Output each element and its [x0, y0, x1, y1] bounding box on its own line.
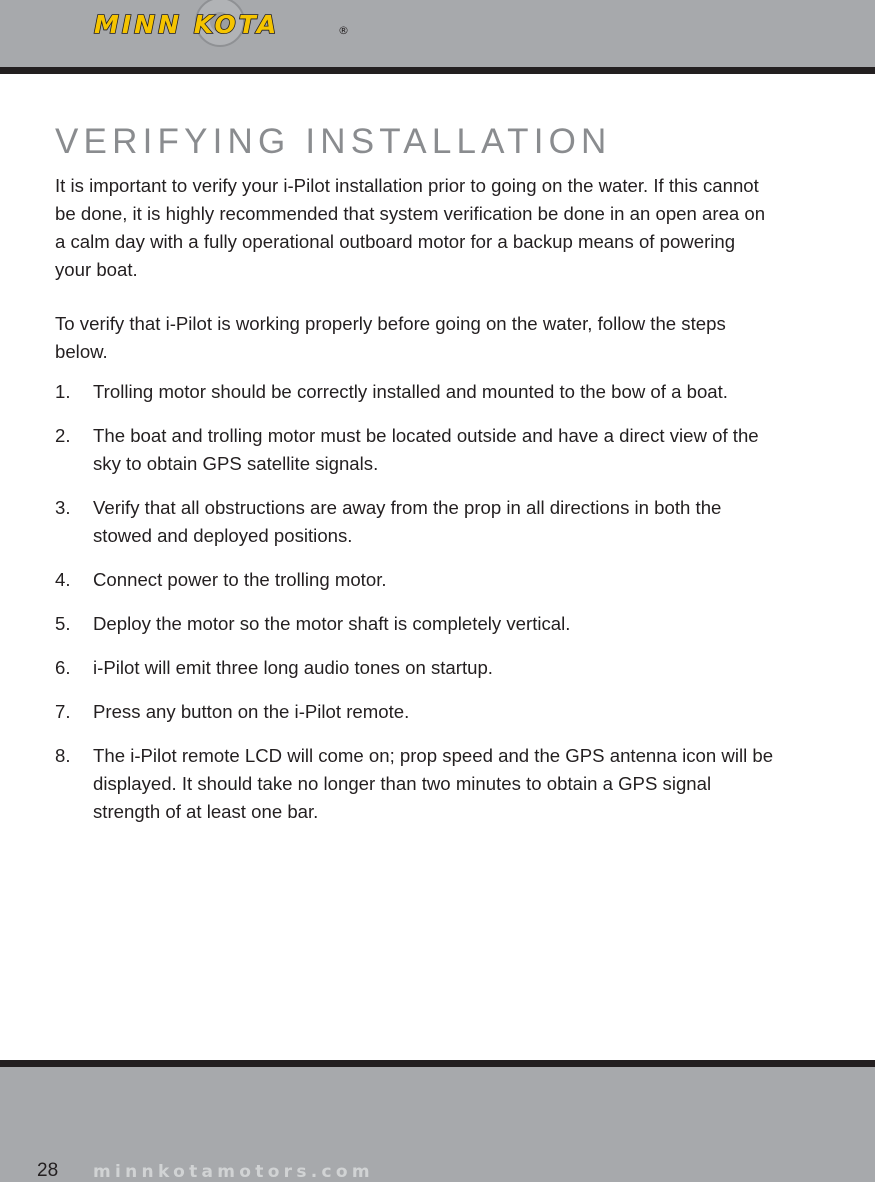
- list-item: [55, 610, 775, 638]
- list-item: [55, 654, 775, 682]
- step-number: 1.: [55, 381, 71, 402]
- step-text: Verify that all obstructions are away from the prop in all directions in both the stowed and deployed positions.: [93, 497, 722, 546]
- step-text: Trolling motor should be correctly installed and mounted to the bow of a boat.: [93, 381, 728, 402]
- intro-paragraph: It is important to verify your i-Pilot installation prior to going on the water. If this cannot be done, it is highly recommended that system verification be done in an open area on a calm day with a fully operational outboard motor for a backup means of powering your boat.: [55, 175, 766, 280]
- list-item: [55, 494, 775, 550]
- list-item: [55, 742, 775, 826]
- header-divider: [0, 67, 875, 74]
- step-text: The boat and trolling motor must be located outside and have a direct view of the sky to obtain GPS satellite signals.: [93, 425, 759, 474]
- step-text: The i-Pilot remote LCD will come on; prop speed and the GPS antenna icon will be displayed. It should take no longer than two minutes to obtain a GPS signal strength of at least one bar.: [93, 745, 774, 822]
- minn-kota-logo: [92, 0, 352, 50]
- step-text: Connect power to the trolling motor.: [93, 569, 387, 590]
- list-item: [55, 566, 775, 594]
- registered-mark: ®: [338, 24, 349, 37]
- footer-divider: [0, 1060, 875, 1067]
- step-number: 6.: [55, 657, 71, 678]
- logo-wordmark: MINN KOTA: [94, 10, 280, 39]
- step-text: Deploy the motor so the motor shaft is completely vertical.: [93, 613, 571, 634]
- steps-list: [55, 378, 775, 826]
- page-title: VERIFYING INSTALLATION: [55, 122, 612, 161]
- page-number: 28: [37, 1160, 59, 1181]
- list-item: [55, 378, 775, 406]
- lead-in-paragraph: To verify that i-Pilot is working properly before going on the water, follow the steps below.: [55, 313, 726, 362]
- list-item: [55, 698, 775, 726]
- step-number: 4.: [55, 569, 71, 590]
- step-number: 7.: [55, 701, 71, 722]
- step-text: Press any button on the i-Pilot remote.: [93, 701, 410, 722]
- step-number: 5.: [55, 613, 71, 634]
- step-number: 8.: [55, 745, 71, 766]
- step-number: 3.: [55, 497, 71, 518]
- main-content: [55, 172, 775, 826]
- step-number: 2.: [55, 425, 71, 446]
- logo-graphic: [92, 0, 352, 50]
- website-link[interactable]: minnkotamotors.com: [93, 1162, 374, 1182]
- step-text: i-Pilot will emit three long audio tones on startup.: [93, 657, 493, 678]
- list-item: [55, 422, 775, 478]
